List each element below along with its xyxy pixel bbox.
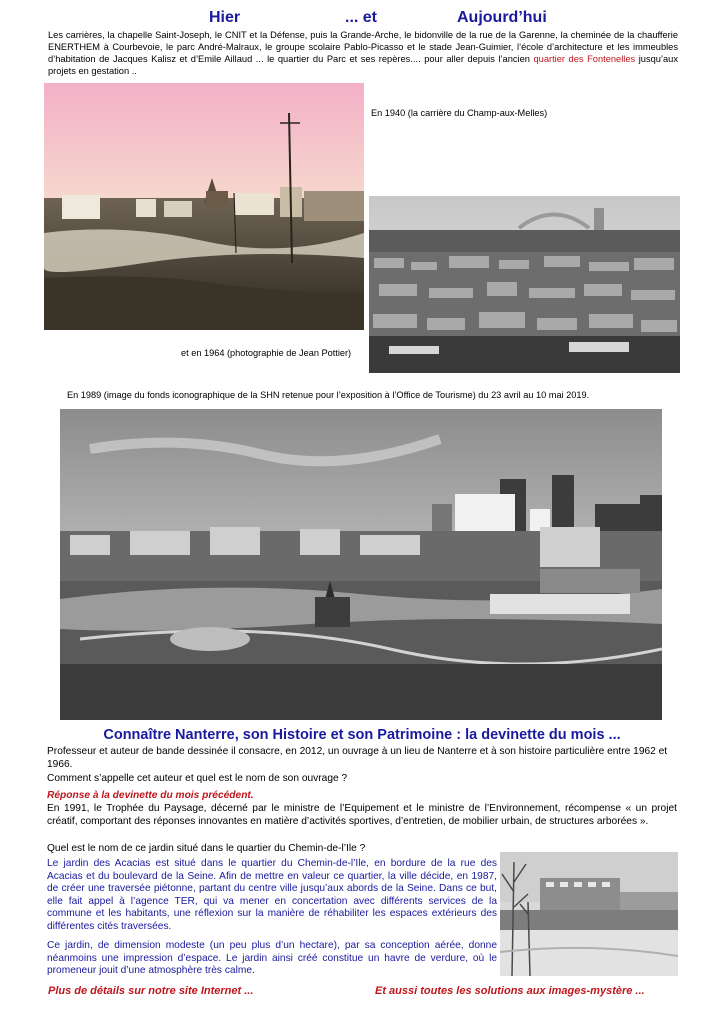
photo-1940-image	[44, 83, 364, 330]
header-aujourdhui: Aujourd’hui	[457, 9, 547, 26]
caption-1940: En 1940 (la carrière du Champ-aux-Melles)	[371, 108, 548, 118]
intro-paragraph	[48, 29, 678, 77]
photo-jardin-acacias	[500, 852, 678, 976]
intro-text: Les carrières, la chapelle Saint-Joseph, le CNIT et la Défense, puis la Grande-Arche, le bidonville de la rue de la Garenne, la cheminée de la chaufferie ENERTHEM à Courbevoie, le parc André-Malraux, le groupe scolaire Pablo-Picasso et le stade Jean-Guimier, l’école d’architecture et les immeubles d’habitation de Jacques Kalisz et d’Emile Aillaud ... le quartier du Parc et ses repères.... pour aller depuis l’ancien	[48, 30, 678, 64]
footer-website-link[interactable]: Plus de détails sur notre site Internet ...	[48, 985, 254, 997]
photo-1964	[369, 196, 680, 373]
answer-paragraph-1: Le jardin des Acacias est situé dans le quartier du Chemin-de-l’Ile, en bordure de la rue des Acacias et du boulevard de la Seine. Afin de mettre en valeur ce quartier, la ville décide, en 1987, de créer une traversée piétonne, partant du centre ville jusqu’aux abords de la Seine. Dans ce but, elle fait appel à l’agence TER, qui va mener en concertation avec différents services de la commune et les habitants, une réflexion sur la manière de réhabiliter les espaces extérieurs des différentes cités traversées.	[47, 858, 497, 932]
footer-solutions-link[interactable]: Et aussi toutes les solutions aux images-mystère ...	[375, 985, 645, 997]
photo-1989	[60, 409, 662, 720]
previous-answer-label: Réponse à la devinette du mois précédent.	[47, 790, 254, 801]
photo-1989-image	[60, 409, 662, 720]
answer-paragraph-2: Ce jardin, de dimension modeste (un peu plus d’un hectare), par sa conception aérée, donne néanmoins une impression d’espace. Le jardin ainsi créé constitue un havre de verdure, où le promeneur jouit d’une atmosphère très calme.	[47, 940, 497, 977]
previous-riddle-question: Quel est le nom de ce jardin situé dans le quartier du Chemin-de-l’Ile ?	[47, 843, 366, 854]
photo-1964-image	[369, 196, 680, 373]
photo-1940	[44, 83, 364, 330]
header-hier: Hier	[209, 9, 241, 26]
previous-riddle-paragraph: En 1991, le Trophée du Paysage, décerné par le ministre de l’Equipement et le ministre de l’Environnement, récompense « un projet créatif, comportant des réponses innovantes en matière d’activités sportives, d’entretien, de mobilier urbain, de structures arborées ».	[47, 803, 677, 827]
riddle-question: Comment s’appelle cet auteur et quel est le nom de son ouvrage ?	[47, 773, 348, 784]
section-title: Connaître Nanterre, son Histoire et son Patrimoine : la devinette du mois ...	[103, 727, 621, 743]
photo-jardin-image	[500, 852, 678, 976]
riddle-paragraph: Professeur et auteur de bande dessinée il consacre, en 2012, un ouvrage à un lieu de Nanterre et à son histoire particulière entre 1962 et 1966.	[47, 746, 668, 770]
intro-tail: jusqu’aux projets en gestation ..	[48, 54, 678, 76]
caption-1964: et en 1964 (photographie de Jean Pottier)	[181, 348, 352, 358]
intro-link-fontenelles[interactable]: quartier des Fontenelles	[533, 54, 636, 64]
header-et: ... et	[345, 9, 378, 26]
caption-1989: En 1989 (image du fonds iconographique de la SHN retenue pour l’exposition à l’Office de Tourisme) du 23 avril au 10 mai 2019.	[67, 390, 590, 400]
